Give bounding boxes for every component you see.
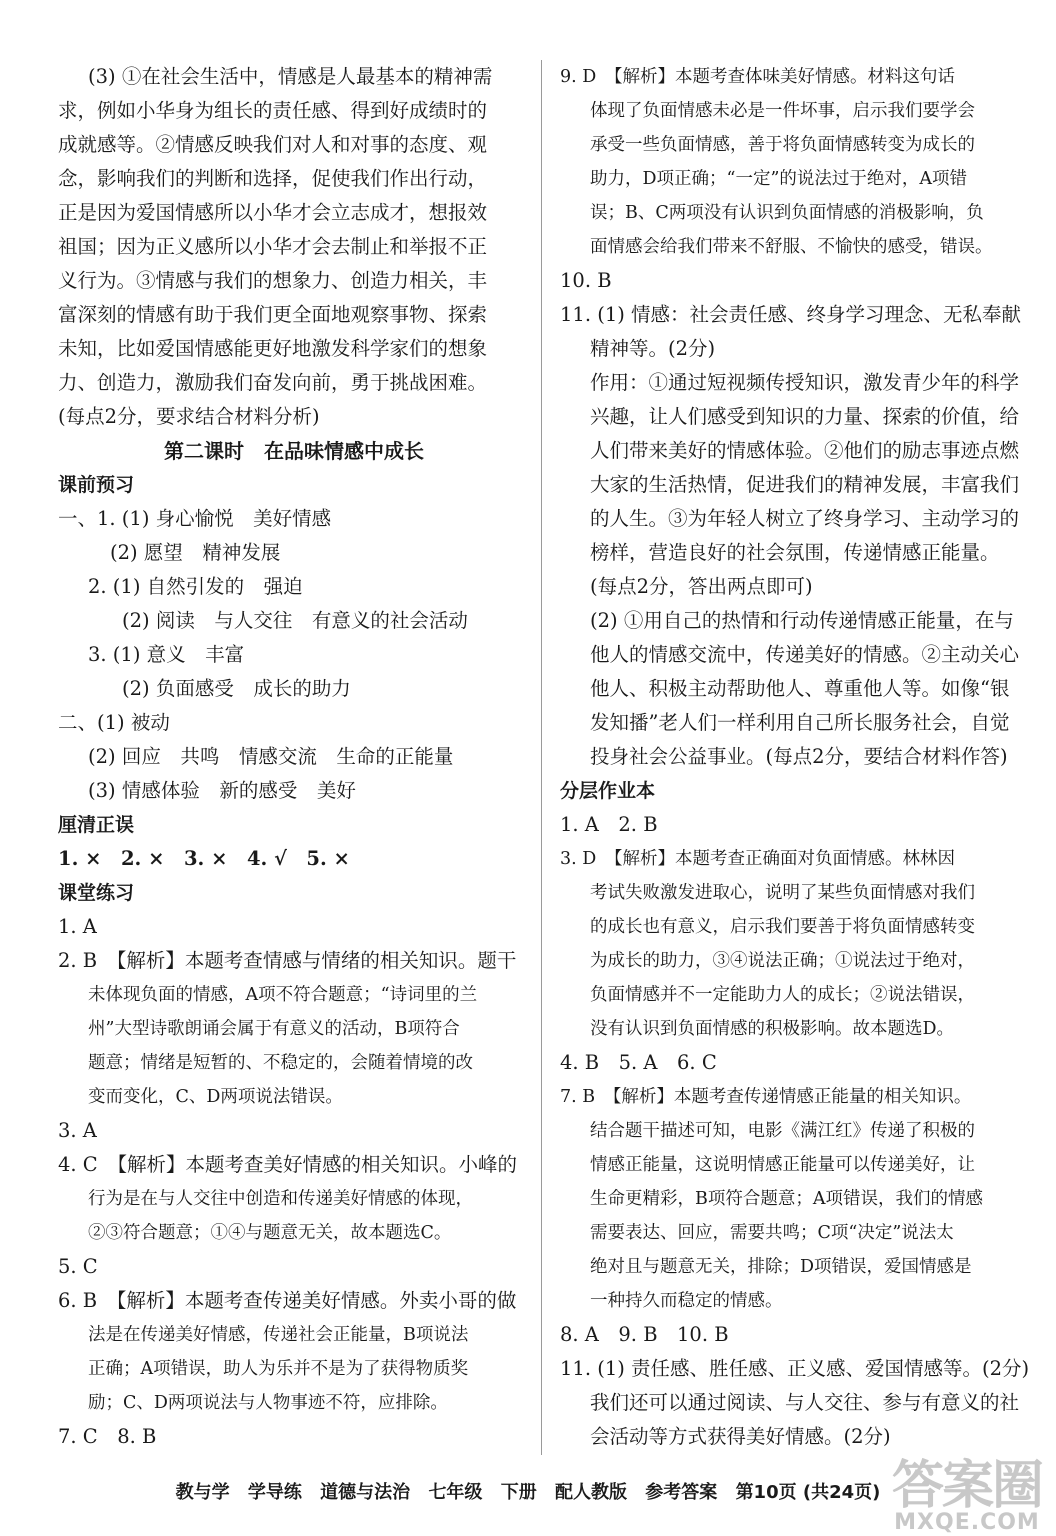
text-line: 正是因为爱国情感所以小华才会立志成才，想报效 [58,201,488,224]
answer-line: 4. C 【解析】本题考查美好情感的相关知识。小峰的 [58,1153,517,1176]
text-line: (每点2分，答出两点即可) [590,575,813,598]
text-line: 励；C、D两项说法与人物事迹不符，应排除。 [88,1393,448,1413]
text-line: 求，例如小华身为组长的责任感、得到好成绩时的 [58,99,488,122]
text-line: 为成长的助力，③④说法正确；①说法过于绝对， [590,951,975,971]
text-line: 助力，D项正确；“一定”的说法过于绝对，A项错 [590,169,968,189]
answer-line: 4. B 5. A 6. C [560,1051,717,1074]
text-line: (2) 回应 共鸣 情感交流 生命的正能量 [88,745,454,768]
watermark-url: MXQE.COM [894,1510,1040,1535]
text-line: (2) 愿望 精神发展 [110,541,281,564]
footer-brand: 教与学 [175,1482,230,1503]
text-line: 发知播”老人们一样利用自己所长服务社会，自觉 [590,711,1010,734]
text-line: 力、创造力，激励我们奋发向前，勇于挑战困难。 [58,371,488,394]
text-line: 3. (1) 意义 丰富 [88,643,245,666]
text-line: 兴趣，让人们感受到知识的力量、探索的价值，给 [590,405,1020,428]
answer-line: 6. B 【解析】本题考查传递美好情感。外卖小哥的做 [58,1289,517,1312]
left-column [58,60,530,1454]
text-line: 他人的情感交流中，传递美好的情感。②主动关心 [590,643,1020,666]
text-line: 变而变化，C、D两项说法错误。 [88,1087,343,1107]
text-line: 作用：①通过短视频传授知识，激发青少年的科学 [590,371,1020,394]
text-line: 题意；情绪是短暂的、不稳定的，会随着情境的改 [88,1053,473,1073]
answer-line: 7. B 【解析】本题考查传递情感正能量的相关知识。 [560,1087,972,1107]
text-line: 我们还可以通过阅读、与人交往、参与有意义的社 [590,1391,1020,1414]
text-line: 义行为。③情感与我们的想象力、创造力相关，丰 [58,269,488,292]
text-line: 人们带来美好的情感体验。②他们的励志事迹点燃 [590,439,1020,462]
answer-line: 8. A 9. B 10. B [560,1323,729,1346]
answer-line: 1. × 2. × 3. × 4. √ 5. × [58,847,350,870]
text-line: 二、(1) 被动 [58,711,170,734]
text-line: 正确；A项错误，助人为乐并不是为了获得物质奖 [88,1359,469,1379]
text-line: ②③符合题意；①④与题意无关，故本题选C。 [88,1223,452,1243]
text-line: (3) 情感体验 新的感受 美好 [88,779,356,802]
text-line: 祖国；因为正义感所以小华才会去制止和举报不正 [58,235,488,258]
text-line: 需要表达、回应，需要共鸣；C项“决定”说法太 [590,1223,954,1243]
text-line: 投身社会公益事业。(每点2分，要结合材料作答) [590,745,1008,768]
text-line: (2) 负面感受 成长的助力 [122,677,351,700]
answer-line: 7. C 8. B [58,1425,157,1448]
text-line: 没有认识到负面情感的积极影响。故本题选D。 [590,1019,955,1039]
right-column [560,60,1030,1454]
text-line: 一、1. (1) 身心愉悦 美好情感 [58,507,332,530]
text-line: 会活动等方式获得美好情感。(2分) [590,1425,891,1448]
footer-series: 学导练 [247,1482,302,1503]
lesson-title: 第二课时 在品味情感中成长 [164,439,424,463]
text-line: 考试失败激发进取心，说明了某些负面情感对我们 [590,883,975,903]
text-line: 榜样，营造良好的社会氛围，传递情感正能量。 [590,541,1000,564]
text-line: 生命更精彩，B项符合题意；A项错误，我们的情感 [590,1189,983,1209]
answer-line: 11. (1) 责任感、胜任感、正义感、爱国情感等。(2分) [560,1357,1030,1380]
text-line: 结合题干描述可知，电影《满江红》传递了积极的 [590,1121,975,1141]
text-line: 面情感会给我们带来不舒服、不愉快的感受，错误。 [590,237,993,257]
footer-edition: 配人教版 [555,1482,627,1503]
text-line: 的成长也有意义，启示我们要善于将负面情感转变 [590,917,975,937]
text-line: (2) 阅读 与人交往 有意义的社会活动 [122,609,468,632]
text-line: 他人、积极主动帮助他人、尊重他人等。如像“银 [590,677,1010,700]
text-line: 误；B、C两项没有认识到负面情感的消极影响，负 [590,203,984,223]
watermark-logo [891,1456,1042,1535]
text-line: 法是在传递美好情感，传递社会正能量，B项说法 [88,1325,469,1345]
text-line: 体现了负面情感未必是一件坏事，启示我们要学会 [590,101,975,121]
text-line: (3) ①在社会生活中，情感是人最基本的精神需 [88,65,493,88]
text-line: 成就感等。②情感反映我们对人和对事的态度、观 [58,133,488,156]
text-line: 精神等。(2分) [590,337,716,360]
text-line: 州”大型诗歌朗诵会属于有意义的活动，B项符合 [88,1019,460,1039]
text-line: 承受一些负面情感，善于将负面情感转变为成长的 [590,135,975,155]
text-line: 未体现负面的情感，A项不符合题意；“诗词里的兰 [88,985,478,1005]
text-line: (2) ①用自己的热情和行动传递情感正能量，在与 [590,609,1014,632]
text-line: 情感正能量，这说明情感正能量可以传递美好，让 [590,1155,975,1175]
text-line: 富深刻的情感有助于我们更全面地观察事物、探索 [58,303,488,326]
answer-line: 3. A [58,1119,97,1142]
text-line: (每点2分，要求结合材料分析) [58,405,320,428]
watermark-text: 答案圈 [891,1456,1042,1516]
section-heading: 课前预习 [58,474,135,496]
footer-grade: 七年级 [428,1482,483,1503]
text-line: 2. (1) 自然引发的 强迫 [88,575,303,598]
answer-line: 10. B [560,269,612,292]
text-line: 行为是在与人交往中创造和传递美好情感的体现， [88,1189,473,1209]
footer-volume: 下册 [500,1482,537,1503]
answer-line: 3. D 【解析】本题考查正确面对负面情感。林林因 [560,849,956,869]
text-line: 未知，比如爱国情感能更好地激发科学家们的想象 [58,337,488,360]
text-line: 一种持久而稳定的情感。 [590,1291,783,1311]
answer-line: 1. A 2. B [560,813,658,836]
answer-line: 2. B 【解析】本题考查情感与情绪的相关知识。题干 [58,949,517,972]
text-line: 绝对且与题意无关，排除；D项错误，爱国情感是 [590,1257,972,1277]
text-line: 念，影响我们的判断和选择，促使我们作出行动， [58,167,488,190]
section-heading: 课堂练习 [58,882,135,904]
section-heading: 厘清正误 [58,814,135,836]
answer-line: 5. C [58,1255,98,1278]
footer-answers: 参考答案 [645,1482,718,1503]
text-line: 负面情感并不一定能助力人的成长；②说法错误， [590,985,975,1005]
answer-line: 9. D 【解析】本题考查体味美好情感。材料这句话 [560,67,956,87]
footer-page-number: 第10页 (共24页) [735,1482,881,1503]
answer-line: 1. A [58,915,97,938]
section-heading: 分层作业本 [560,780,656,802]
column-divider [541,60,542,1455]
text-line: 大家的生活热情，促进我们的精神发展，丰富我们 [590,473,1020,496]
text-line: 的人生。③为年轻人树立了终身学习、主动学习的 [590,507,1020,530]
answer-line: 11. (1) 情感：社会责任感、终身学习理念、无私奉献 [560,303,1022,326]
footer-subject: 道德与法治 [320,1482,411,1503]
